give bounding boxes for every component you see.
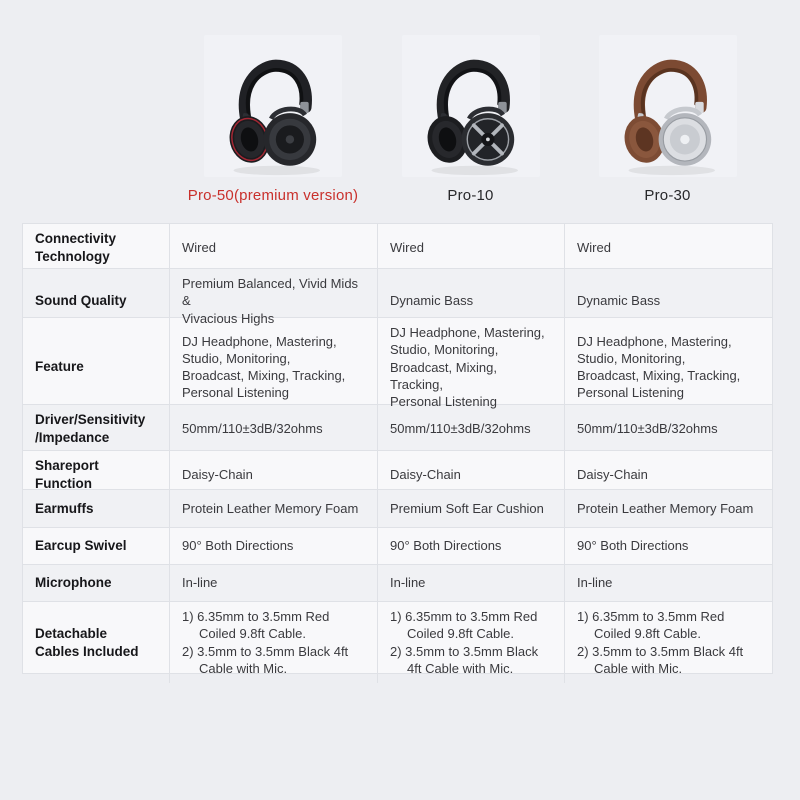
spec-value-pro-10: Daisy-Chain	[378, 451, 565, 498]
spec-row-earcup-swivel	[23, 528, 772, 565]
spec-value-pro-10: In-line	[378, 565, 565, 601]
spec-value-pro-50: Premium Balanced, Vivid Mids & Vivacious Highs	[170, 269, 378, 333]
spec-row-microphone	[23, 565, 772, 602]
spec-value-pro-30: Dynamic Bass	[577, 293, 661, 309]
spec-value-pro-30: Wired	[577, 239, 611, 255]
spec-label: Earcup Swivel	[23, 528, 170, 564]
spec-value-pro-10: 1) 6.35mm to 3.5mm Red Coiled 9.8ft Cable. 2) 3.5mm to 3.5mm Black 4ft Cable with Mic.	[378, 602, 565, 683]
spec-value-pro-50: 90° Both Directions	[170, 528, 378, 564]
spec-value-pro-30: Protein Leather Memory Foam	[577, 500, 754, 516]
spec-value-pro-50: DJ Headphone, Mastering, Studio, Monitoring, Broadcast, Mixing, Tracking, Personal Listening	[170, 318, 378, 416]
spec-value-pro-50: Protein Leather Memory Foam	[170, 490, 378, 527]
spec-value-pro-30: DJ Headphone, Mastering, Studio, Monitoring, Broadcast, Mixing, Tracking, Personal Listening	[577, 333, 741, 401]
spec-value-pro-10: Premium Soft Ear Cushion	[378, 490, 565, 527]
spec-row-detachable-cables-included	[23, 602, 772, 674]
spec-value-pro-30: 1) 6.35mm to 3.5mm Red Coiled 9.8ft Cable. 2) 3.5mm to 3.5mm Black 4ft Cable with Mic.	[577, 609, 744, 676]
pro-10-image-box	[402, 35, 540, 177]
spec-value-pro-30: 90° Both Directions	[577, 538, 689, 554]
spec-row-sound-quality	[23, 269, 772, 326]
spec-value-pro-50: Daisy-Chain	[170, 451, 378, 498]
spec-row-feature	[23, 318, 772, 410]
spec-value-pro-10: Dynamic Bass	[378, 269, 565, 333]
spec-comparison-table	[22, 223, 773, 674]
spec-value-pro-50: 50mm/110±3dB/32ohms	[170, 405, 378, 452]
spec-value-pro-10: 50mm/110±3dB/32ohms	[378, 405, 565, 452]
spec-value-pro-30: Daisy-Chain	[577, 466, 648, 482]
product-name-pro-10: Pro-10	[447, 187, 494, 204]
spec-value-pro-50: In-line	[170, 565, 378, 601]
spec-label: Feature	[23, 318, 170, 416]
spec-value-pro-10: 90° Both Directions	[378, 528, 565, 564]
pro-30-image-box	[599, 35, 737, 177]
pro-50-image-box	[204, 35, 342, 177]
spec-row-connectivity-technology	[23, 224, 772, 269]
product-pro-10	[377, 0, 564, 222]
spec-label: Connectivity Technology	[23, 224, 170, 271]
spec-value-pro-50: Wired	[170, 224, 378, 271]
spec-value-pro-30: 50mm/110±3dB/32ohms	[577, 420, 718, 436]
spec-label: Shareport Function	[23, 451, 170, 498]
pro-30-headphone-image	[602, 53, 734, 177]
product-pro-50	[169, 0, 377, 222]
product-name-pro-30: Pro-30	[644, 187, 691, 204]
spec-label: Microphone	[23, 565, 170, 601]
spec-label: Driver/Sensitivity /Impedance	[23, 405, 170, 452]
spec-value-pro-50: 1) 6.35mm to 3.5mm Red Coiled 9.8ft Cable. 2) 3.5mm to 3.5mm Black 4ft Cable with Mic.	[170, 602, 378, 683]
spec-label: Sound Quality	[23, 269, 170, 333]
spec-label: Earmuffs	[23, 490, 170, 527]
spec-row-driver-sensitivity-impedance	[23, 405, 772, 451]
spec-value-pro-10: DJ Headphone, Mastering, Studio, Monitoring, Broadcast, Mixing, Tracking, Personal Listening	[378, 318, 565, 416]
spec-label: Detachable Cables Included	[23, 602, 170, 683]
pro-50-headphone-image	[207, 53, 339, 177]
products-header	[22, 0, 771, 222]
spacer-column	[22, 0, 169, 222]
pro-10-headphone-image	[405, 53, 537, 177]
spec-row-shareport-function	[23, 451, 772, 490]
product-pro-30	[564, 0, 771, 222]
product-name-pro-50: Pro-50(premium version)	[187, 187, 359, 204]
spec-value-pro-10: Wired	[378, 224, 565, 271]
spec-row-earmuffs	[23, 490, 772, 528]
spec-value-pro-30: In-line	[577, 575, 613, 591]
